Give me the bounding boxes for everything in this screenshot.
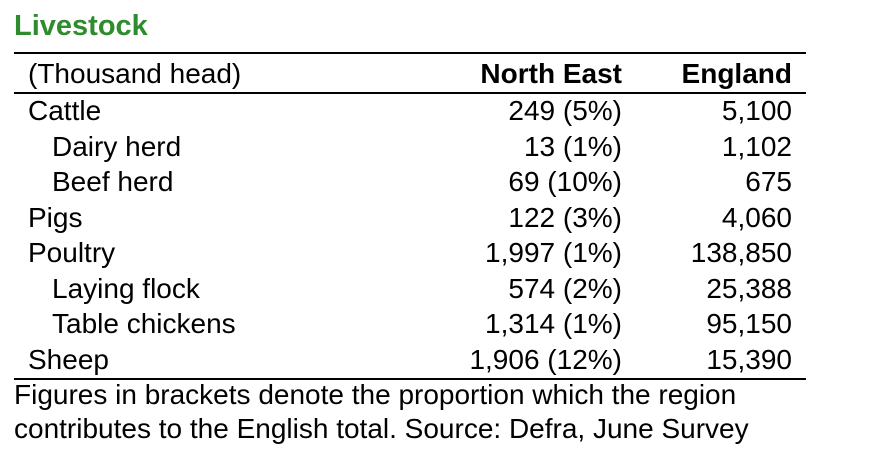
row-england-value: 4,060 (721, 201, 792, 233)
page-title: Livestock (14, 10, 148, 42)
row-north-east-value: 1,997 (1%) (485, 237, 622, 269)
row-england-value: 5,100 (721, 95, 792, 127)
row-north-east-value: 1,314 (1%) (485, 308, 622, 340)
row-england-value: 675 (745, 166, 792, 198)
livestock-table-container (14, 52, 806, 380)
footnote-line: Figures in brackets denote the proportion which the region (14, 379, 737, 410)
row-label: Beef herd (52, 166, 174, 198)
row-label: Cattle (28, 95, 102, 127)
header-england: England (622, 53, 806, 93)
table-row (14, 271, 806, 307)
row-england-value: 1,102 (721, 130, 792, 162)
table-row (14, 93, 806, 130)
header-north-east: North East (392, 53, 622, 93)
table-row (14, 129, 806, 165)
row-label: Sheep (14, 342, 392, 379)
table-row (14, 165, 806, 201)
row-label: Dairy herd (52, 130, 182, 162)
row-north-east-value: 122 (3%) (508, 201, 622, 233)
row-label: Laying flock (52, 272, 200, 304)
footnote (14, 378, 814, 446)
row-north-east-value: 574 (2%) (508, 272, 622, 304)
row-label: Poultry (28, 237, 116, 269)
row-north-east-value: 1,906 (12%) (392, 342, 622, 379)
row-label: Table chickens (52, 308, 236, 340)
table-row (14, 342, 806, 379)
row-england-value: 25,388 (706, 272, 792, 304)
row-north-east-value: 13 (1%) (523, 130, 622, 162)
header-units-label: (Thousand head) (14, 53, 392, 93)
row-england-value: 95,150 (706, 308, 792, 340)
table-row (14, 200, 806, 236)
table-row (14, 236, 806, 272)
row-england-value: 15,390 (622, 342, 806, 379)
row-north-east-value: 69 (10%) (508, 166, 622, 198)
livestock-table (14, 52, 806, 380)
table-row (14, 307, 806, 343)
row-england-value: 138,850 (690, 237, 792, 269)
row-label: Pigs (28, 201, 83, 233)
table-header-row (14, 53, 806, 93)
row-north-east-value: 249 (5%) (508, 95, 622, 127)
footnote-line: contributes to the English total. Source: Defra, June Survey (14, 413, 749, 444)
